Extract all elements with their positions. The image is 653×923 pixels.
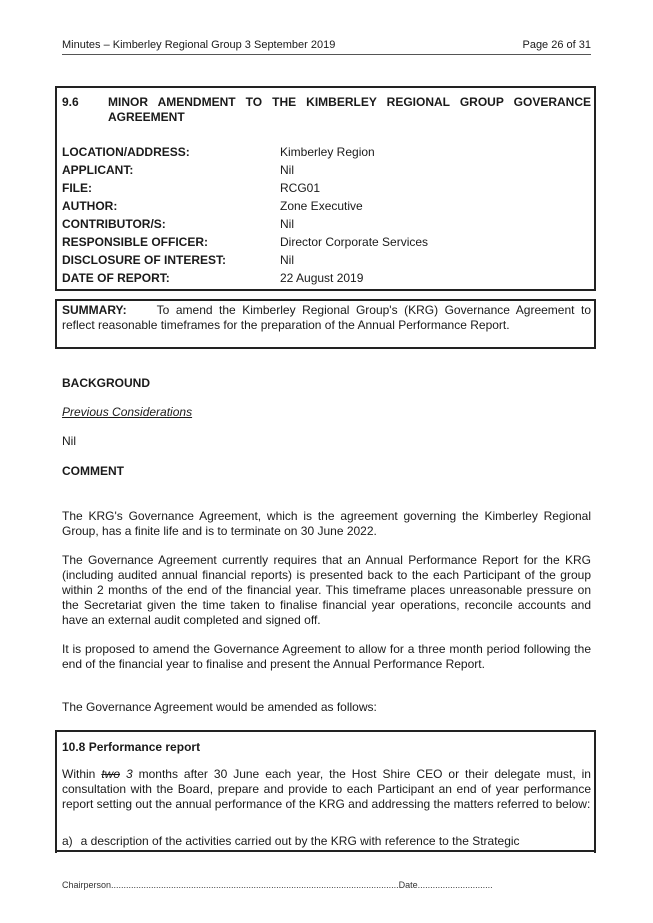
field-label: LOCATION/ADDRESS: (62, 145, 190, 159)
field-row-applicant (62, 163, 591, 181)
item-title-line-1: MINOR AMENDMENT TO THE KIMBERLEY REGIONAL GROUP GOVERANCE (108, 95, 591, 109)
previous-considerations-label: Previous Considerations (62, 405, 193, 419)
date-label: Date (398, 880, 418, 890)
performance-box-bottom-border (55, 850, 596, 852)
field-label: CONTRIBUTOR/S: (62, 217, 166, 231)
comment-heading: COMMENT (62, 464, 124, 478)
chairperson-label: Chairperson (62, 880, 112, 890)
comment-paragraph-3: It is proposed to amend the Governance Agreement to allow for a three month period following the end of the financial year to finalise and present the Annual Performance Report. (62, 642, 591, 671)
field-row-disclosure (62, 253, 591, 271)
field-label: FILE: (62, 181, 92, 195)
background-text: Nil (62, 434, 76, 448)
list-marker: a) (62, 834, 73, 848)
date-signature-line: .............................. (417, 880, 493, 890)
field-row-file (62, 181, 591, 199)
field-label: APPLICANT: (62, 163, 134, 177)
summary-body: To amend the Kimberley Regional Group's (KRG) Governance Agreement to reflect reasonable timeframes for the preparation of the Annual Performance Report. (62, 303, 591, 332)
field-row-contributors (62, 217, 591, 235)
perf-text-rest: months after 30 June each year, the Host Shire CEO or their delegate must, in consultation with the Board, prepare and provide to each Participant an end of year performance report setting out the annual performance of the KRG and addressing the matters referred to below: (62, 767, 591, 811)
field-value: Kimberley Region (280, 145, 375, 159)
performance-report-text (62, 767, 591, 812)
comment-paragraph-4: The Governance Agreement would be amended as follows: (62, 700, 377, 714)
field-value: Nil (280, 163, 294, 177)
performance-report-title: 10.8 Performance report (62, 740, 201, 754)
perf-inserted-word: 3 (120, 767, 133, 781)
field-label: RESPONSIBLE OFFICER: (62, 235, 209, 249)
field-row-date-of-report (62, 271, 591, 289)
field-label: DATE OF REPORT: (62, 271, 170, 285)
field-value: Zone Executive (280, 199, 363, 213)
item-number: 9.6 (62, 95, 79, 109)
field-value: 22 August 2019 (280, 271, 364, 285)
field-value: Nil (280, 253, 294, 267)
field-row-location (62, 145, 591, 163)
field-row-responsible-officer (62, 235, 591, 253)
item-heading (62, 95, 591, 129)
field-value: RCG01 (280, 181, 321, 195)
signature-footer (62, 880, 591, 890)
background-heading: BACKGROUND (62, 376, 150, 390)
summary-label: SUMMARY: (62, 303, 127, 317)
item-title (108, 95, 591, 125)
field-label: DISCLOSURE OF INTEREST: (62, 253, 227, 267)
comment-paragraph-1: The KRG's Governance Agreement, which is the agreement governing the Kimberley Regional Group, has a finite life and is to terminate on 30 June 2022. (62, 509, 591, 538)
summary-text (62, 303, 591, 333)
field-value: Director Corporate Services (280, 235, 429, 249)
page-header (62, 36, 591, 55)
field-value: Nil (280, 217, 294, 231)
field-row-author (62, 199, 591, 217)
perf-struck-word: two (101, 767, 120, 781)
field-label: AUTHOR: (62, 199, 118, 213)
perf-text-pre: Within (62, 767, 102, 781)
list-item-text: a description of the activities carried out by the KRG with reference to the Strategic (80, 834, 520, 848)
chairperson-signature-line: ................................................................................................................... (111, 880, 399, 890)
item-fields (62, 145, 591, 289)
previous-considerations-subheading (62, 405, 591, 420)
performance-list-item (62, 834, 591, 849)
item-title-line-2: AGREEMENT (108, 110, 185, 124)
header-page-number: Page 26 of 31 (522, 39, 591, 51)
comment-paragraph-2: The Governance Agreement currently requires that an Annual Performance Report for the KRG (including audited annual financial reports) is presented back to the each Participant of the group within 2 months of the end of the financial year. This timeframe places unreasonable pressure on the Secretariat given the time taken to finalise financial year operations, reconcile accounts and have an external audit completed and signed off. (62, 553, 591, 627)
header-document-title: Minutes – Kimberley Regional Group 3 September 2019 (62, 39, 336, 51)
